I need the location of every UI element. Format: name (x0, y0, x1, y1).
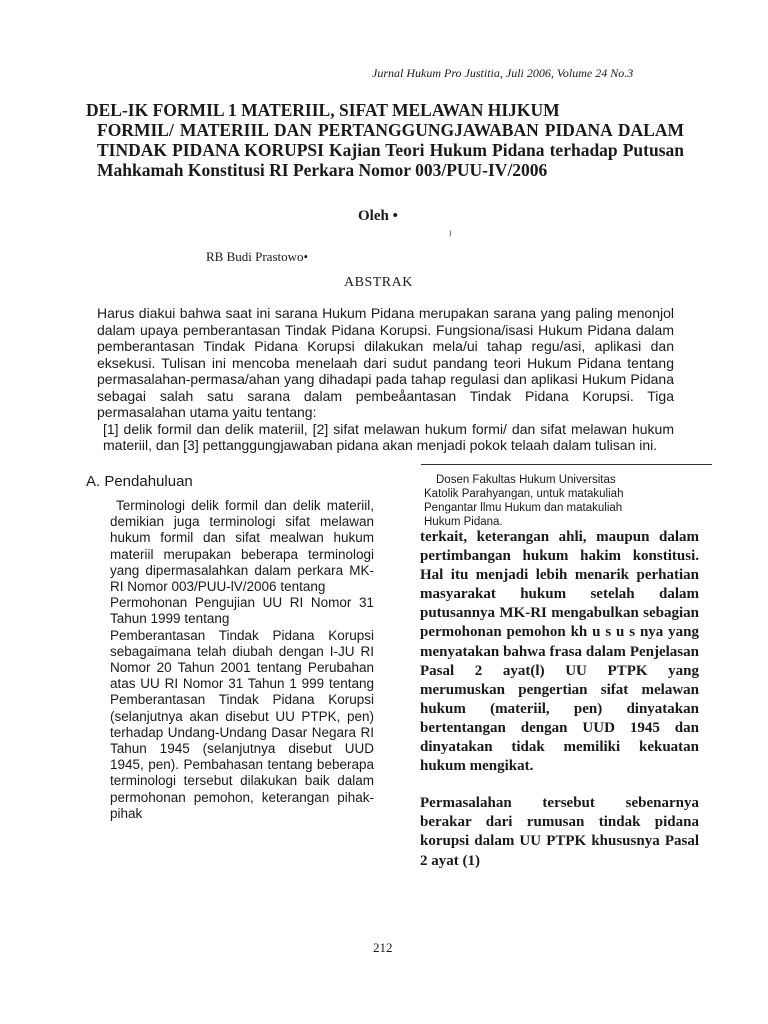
right-paragraph-1: terkait, keterangan ahli, maupun dalam pertimbangan hukum hakim konstitusi. Hal itu menjadi lebih menarik perhatian masyarakat hukum setelah dalam putusannya MK-RI mengabulkan sebagian permohonan pemohon kh u s u s nya yang menyatakan bahwa frasa dalam Penjelasan Pasal 2 ayat(l) UU PTPK yang merumuskan pengertian sifat melawan hukum (materiil, pen) dinyatakan bertentangan dengan UUD 1945 dan dinyatakan tidak memiliki kekuatan hukum mengikat. (420, 529, 699, 775)
right-column (420, 528, 699, 871)
article-title (86, 100, 684, 180)
journal-header: Jurnal Hukum Pro Justitia, Juli 2006, Volume 24 No.3 (372, 66, 634, 80)
abstract-list-item: [1] delik formil dan delik materiil, [2] sifat melawan hukum formi/ dan sifat melawan hukum materiil, dan [3] pettanggungjawaban pidana akan menjadi pokok telaah dalam tulisan ini. (103, 420, 674, 453)
title-first-line: DEL-IK FORMIL 1 MATERIIL, SIFAT MELAWAN HIJKUM (86, 100, 560, 120)
left-column (110, 498, 374, 822)
title-continuation: FORMIL/ MATERIIL DAN PERTANGGUNGJAWABAN PIDANA DALAM TINDAK PIDANA KORUPSI Kajian Teori Hukum Pidana terhadap Putusan Mahkamah Konstitusi RI Perkara Nomor 003/PUU-IV/2006 (97, 120, 684, 180)
abstract-heading: ABSTRAK (344, 275, 413, 290)
footnote-line: Hukum Pidana. (424, 516, 503, 528)
left-paragraph-3: Pemberantasan Tindak Pidana Korupsi sebagaimana telah diubah dengan I-JU RI Nomor 20 Tahun 2001 tentang Perubahan atas UU RI Nomor 31 Tahun 1 999 tentang Pemberantasan Tindak Pidana Korupsi (selanjutnya akan disebut UU PTPK, pen) terhadap Undang-Undang Dasar Negara RI Tahun 1945 (selanjutnya disebut UUD 1945, pen). Pembahasan tentang beberapa terminologi tersebut dilakukan baik dalam permohonan pemohon, keterangan pihak-pihak (110, 627, 374, 821)
footnote-line: Katolik Parahyangan, untuk matakuliah (424, 488, 624, 500)
byline-mark: ) (449, 229, 452, 237)
right-paragraph-2: Permasalahan tersebut sebenarnya berakar dari rumusan tindak pidana korupsi dalam UU PTPK khususnya Pasal 2 ayat (1) (420, 795, 699, 869)
footnote (424, 473, 694, 529)
page-number: 212 (373, 940, 393, 955)
footnote-line: Pengantar llmu Hukum dan matakuliah (424, 502, 623, 514)
abstract-body (97, 305, 674, 454)
left-paragraph-2: Permohonan Pengujian UU RI Nomor 31 Tahun 1999 tentang (110, 595, 374, 627)
left-paragraph-1: Terminologi delik formil dan delik materiil, demikian juga terminologi sifat melawan hukum formil dan sifat mealwan hukum materiil merupakan beberapa terminologi yang dipermasalahkan dalam perkara MK-RI Nomor 003/PUU-lV/2006 tentang (110, 498, 374, 595)
abstract-paragraph: Harus diakui bahwa saat ini sarana Hukum Pidana merupakan sarana yang paling menonjol dalam upaya pemberantasan Tindak Pidana Korupsi. Fungsiona/isasi Hukum Pidana dalam pemberantasan Tindak Pidana Korupsi dilakukan mela/ui tahap regu/asi, aplikasi dan eksekusi. Tulisan ini mencoba menelaah dari sudut pandang teori Hukum Pidana tentang permasalahan-permasa/ahan yang dihadapi pada tahap regulasi dan aplikasi Hukum Pidana sebagai salah satu sarana dalam pembeåantasan Tindak Pidana Korupsi. Tiga permasalahan utama yaitu tentang: (97, 305, 674, 420)
footnote-divider (421, 464, 712, 465)
footnote-line: Dosen Fakultas Hukum Universitas (436, 474, 616, 486)
author-name: RB Budi Prastowo• (206, 249, 309, 264)
section-heading: A. Pendahuluan (86, 473, 193, 490)
byline-oleh: Oleh • (358, 208, 398, 224)
